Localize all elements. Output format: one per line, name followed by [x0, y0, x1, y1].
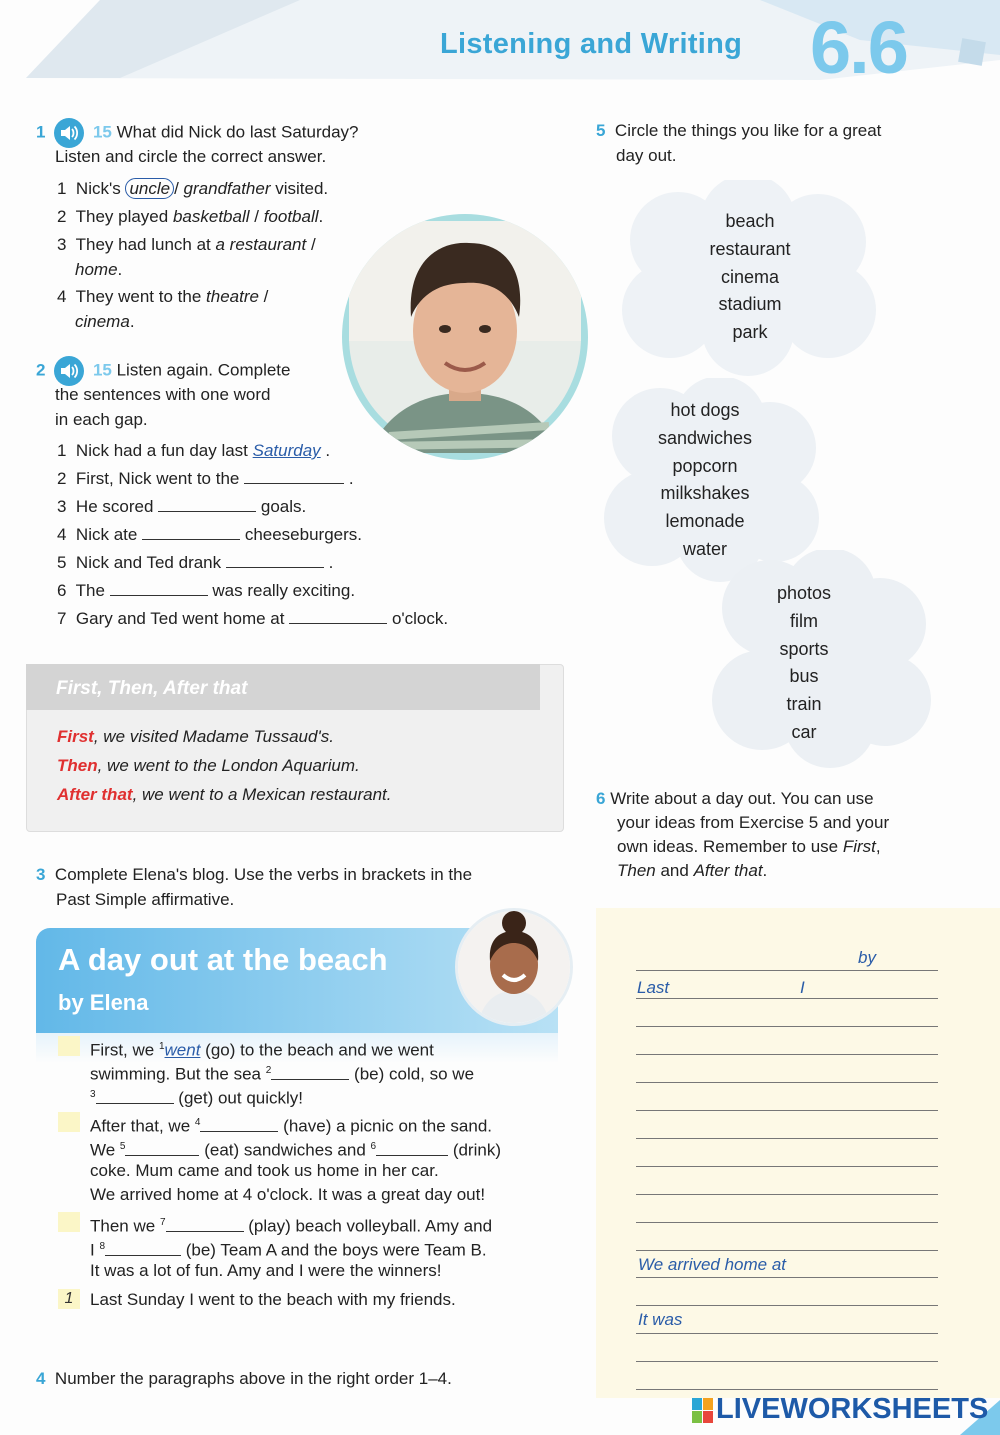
blog-answer-1: went [164, 1040, 201, 1060]
ex5-instruction-2: day out. [616, 146, 677, 165]
ex6-instruction-4: Then and After that. [617, 861, 768, 880]
tip-line-3: After that, we went to a Mexican restaurant. [57, 785, 392, 804]
nick-photo [342, 214, 588, 460]
place-word[interactable]: stadium [718, 294, 782, 315]
prompt-i: I [800, 978, 805, 997]
other-word[interactable]: train [786, 694, 822, 715]
ex1-item-4-opt2[interactable]: cinema [75, 312, 130, 331]
writing-line[interactable] [636, 1026, 938, 1027]
ex2-item-3: 3 He scored goals. [57, 497, 307, 516]
cloud-other-words [744, 580, 864, 747]
ex2-gap-2[interactable] [244, 470, 344, 484]
blog-p2-line3: coke. Mum came and took us home in her car. [90, 1161, 439, 1180]
ex3-instruction: 3 Complete Elena's blog. Use the verbs in brackets in the [36, 865, 473, 884]
ex2-item-5: 5 Nick and Ted drank . [57, 553, 334, 572]
ex1-item-3-opt1[interactable]: a restaurant [215, 235, 307, 254]
girl-portrait-icon [458, 911, 570, 1023]
tip-line-1: First, we visited Madame Tussaud's. [57, 727, 334, 746]
ex2-item-2: 2 First, Nick went to the . [57, 469, 354, 488]
blog-order-box-1[interactable] [58, 1036, 80, 1056]
blog-p3-line1: Then we $^7$ (play) beach volleyball. Amy and [90, 1216, 493, 1236]
blog-p3-line2: I $^8$ (be) Team A and the boys were Team B. [90, 1240, 487, 1260]
blog-p4-line1: Last Sunday I went to the beach with my friends. [90, 1290, 456, 1309]
prompt-arrived: We arrived home at [638, 1255, 787, 1274]
ex1-item-2-opt2[interactable]: football [263, 207, 319, 226]
ex1-item-2: 2 They played basketball / football. [57, 207, 324, 226]
ex5-instruction: 5 Circle the things you like for a great [596, 121, 882, 140]
ex2-instruction: 2 15 Listen again. Complete [36, 356, 290, 386]
blog-order-box-3[interactable] [58, 1212, 80, 1232]
ex2-gap-3[interactable] [158, 498, 256, 512]
ex1-item-2-opt1[interactable]: basketball [172, 207, 250, 226]
ex2-gap-7[interactable] [289, 610, 387, 624]
blog-gap-5[interactable] [125, 1142, 199, 1156]
ex2-item-4: 4 Nick ate cheeseburgers. [57, 525, 362, 544]
blog-title: A day out at the beach [58, 942, 388, 977]
ex2-answer-1: Saturday [252, 441, 321, 460]
place-word[interactable]: cinema [720, 266, 780, 287]
food-word[interactable]: lemonade [665, 511, 745, 532]
writing-line[interactable] [636, 1250, 938, 1251]
writing-line[interactable] [636, 1194, 938, 1195]
cloud-places-words [690, 208, 810, 347]
ex1-item-4-opt1[interactable]: theatre [206, 287, 259, 306]
prompt-it-was: It was [638, 1310, 683, 1329]
boy-portrait-icon [349, 221, 581, 453]
blog-order-box-4[interactable]: 1 [58, 1289, 80, 1309]
ex1-number: 1 [36, 122, 46, 142]
food-word[interactable]: hot dogs [670, 400, 740, 420]
ex6-instruction-3: own ideas. Remember to use First, [617, 837, 881, 856]
place-word[interactable]: park [732, 322, 768, 343]
writing-line[interactable] [636, 1389, 938, 1390]
ex2-gap-5[interactable] [226, 554, 324, 568]
writing-line[interactable] [636, 1054, 938, 1055]
blog-p1-line3: $^3$ (get) out quickly! [90, 1088, 304, 1108]
ex2-item-6: 6 The was really exciting. [57, 581, 356, 600]
other-word[interactable]: car [791, 721, 817, 742]
writing-line[interactable] [636, 1361, 938, 1362]
ex1-item-1-opt1[interactable]: uncle [125, 178, 174, 199]
blog-p2-line4: We arrived home at 4 o'clock. It was a great day out! [90, 1185, 486, 1204]
ex6-instruction-2: your ideas from Exercise 5 and your [617, 813, 890, 832]
blog-p2-line2: We $^5$ (eat) sandwiches and $^6$ (drink) [90, 1140, 501, 1160]
writing-line[interactable] [636, 1333, 938, 1334]
prompt-last: Last [637, 978, 670, 997]
page-title: Listening and Writing [440, 28, 743, 60]
ex3-instruction-2: Past Simple affirmative. [56, 890, 235, 909]
ex1-instruction-2: Listen and circle the correct answer. [55, 147, 327, 166]
ex2-number: 2 [36, 360, 46, 380]
liveworksheets-logo-icon [692, 1398, 714, 1424]
writing-line[interactable] [636, 1166, 938, 1167]
blog-gap-8[interactable] [105, 1242, 181, 1256]
place-word[interactable]: beach [725, 211, 775, 231]
writing-line[interactable] [636, 1082, 938, 1083]
tip-box-heading: First, Then, After that [56, 678, 248, 699]
tip-line-2: Then, we went to the London Aquarium. [57, 756, 360, 775]
ex1-item-3-opt2[interactable]: home [75, 260, 118, 279]
blog-gap-6[interactable] [376, 1142, 448, 1156]
writing-line[interactable] [636, 1305, 938, 1306]
food-word[interactable]: sandwiches [657, 427, 753, 448]
ex2-item-7: 7 Gary and Ted went home at o'clock. [57, 609, 449, 628]
liveworksheets-brand[interactable]: LIVEWORKSHEETS [716, 1393, 989, 1425]
ex2-gap-4[interactable] [142, 526, 240, 540]
writing-line[interactable] [636, 970, 938, 971]
cloud-food-words [645, 397, 765, 564]
food-word[interactable]: milkshakes [660, 483, 750, 504]
ex6-instruction: 6 Write about a day out. You can use [596, 789, 874, 808]
prompt-by: by [858, 948, 876, 967]
blog-p1-line1: First, we $^1$went (go) to the beach and we went [90, 1040, 434, 1060]
blog-p1-line2: swimming. But the sea $^2$ (be) cold, so we [90, 1064, 475, 1084]
ex4-instruction: 4 Number the paragraphs above in the right order 1–4. [36, 1369, 452, 1388]
ex3-number: 3 [36, 865, 46, 884]
food-word[interactable]: popcorn [672, 455, 738, 476]
writing-line[interactable] [636, 1277, 938, 1278]
blog-byline: by Elena [58, 990, 149, 1015]
ex5-number: 5 [596, 121, 606, 140]
writing-line[interactable] [636, 1110, 938, 1111]
writing-line[interactable] [636, 998, 938, 999]
lesson-number: 6.6 [810, 6, 907, 89]
writing-line[interactable] [636, 1222, 938, 1223]
ex1-item-3: 3 They had lunch at a restaurant / [57, 235, 316, 254]
ex1-question: What did Nick do last Saturday? [116, 122, 359, 142]
ex1-item-1: 1 Nick's uncle / grandfather visited. [57, 179, 329, 198]
other-word[interactable]: photos [776, 583, 832, 603]
blog-gap-2[interactable] [271, 1066, 349, 1080]
ex2-track: 15 [92, 360, 112, 380]
blog-p2-line1: After that, we $^4$ (have) a picnic on the sand. [90, 1116, 493, 1136]
blog-gap-4[interactable] [200, 1118, 278, 1132]
ex2-instruction-3: in each gap. [55, 410, 148, 429]
other-word[interactable]: sports [779, 638, 829, 659]
ex1-item-1-opt2[interactable]: grandfather [183, 179, 271, 198]
ex4-number: 4 [36, 1369, 46, 1388]
blog-order-box-2[interactable] [58, 1112, 80, 1132]
blog-gap-3[interactable] [96, 1090, 174, 1104]
blog-gap-7[interactable] [166, 1218, 244, 1232]
place-word[interactable]: restaurant [709, 238, 791, 259]
ex1-track: 15 [92, 122, 112, 142]
ex2-item-1: 1 Nick had a fun day last Saturday . [57, 441, 331, 460]
other-word[interactable]: bus [789, 666, 819, 687]
writing-line[interactable] [636, 1138, 938, 1139]
blog-p3-line3: It was a lot of fun. Amy and I were the winners! [90, 1261, 442, 1280]
ex1-item-3-cont: home. [75, 260, 123, 279]
ex1-item-4-cont: cinema. [75, 312, 135, 331]
elena-photo [455, 908, 573, 1026]
ex2-instruction-2: the sentences with one word [55, 385, 271, 404]
other-word[interactable]: film [790, 610, 818, 631]
ex6-number: 6 [596, 789, 606, 808]
ex1-item-4: 4 They went to the theatre / [57, 287, 269, 306]
food-word[interactable]: water [682, 538, 727, 559]
ex2-gap-6[interactable] [110, 582, 208, 596]
